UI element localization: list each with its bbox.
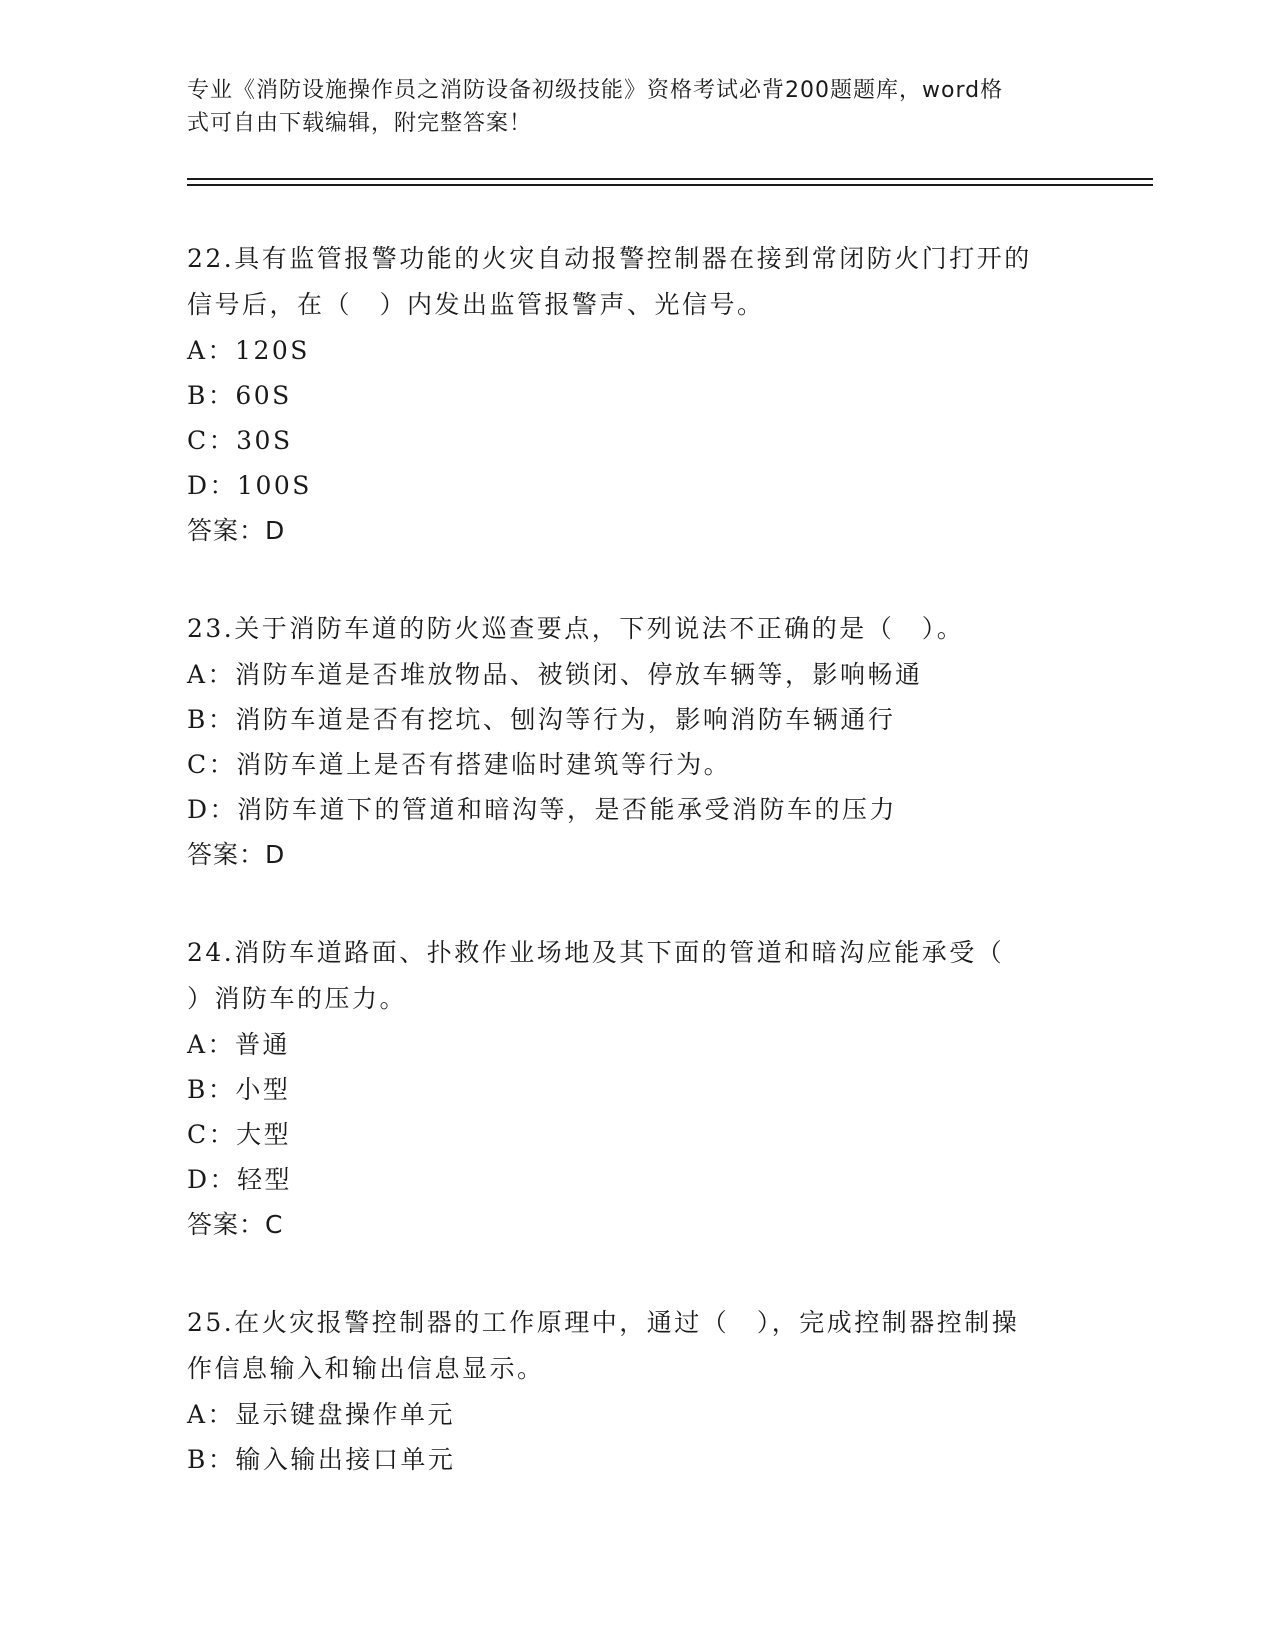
- question-stem-line: 信号后，在（ ）内发出监管报警声、光信号。: [187, 290, 765, 319]
- option-c: C：大型: [187, 1120, 292, 1149]
- header-divider-bottom: [187, 184, 1153, 186]
- answer-line: 答案：D: [187, 516, 286, 545]
- header-divider-top: [187, 178, 1153, 180]
- question-23: [187, 606, 1087, 878]
- option-c: C：消防车道上是否有搭建临时建筑等行为。: [187, 750, 732, 779]
- option-c: C：30S: [187, 426, 293, 455]
- answer-line: 答案：D: [187, 840, 286, 869]
- header-line-2: 式可自由下载编辑，附完整答案！: [187, 111, 533, 136]
- question-list: [187, 236, 1087, 1534]
- answer-line: 答案：C: [187, 1210, 284, 1239]
- question-stem-line: 23.关于消防车道的防火巡查要点，下列说法不正确的是（ ）。: [187, 614, 965, 643]
- header-line-1: 专业《消防设施操作员之消防设备初级技能》资格考试必背200题题库，word格: [187, 78, 1004, 103]
- option-d: D：100S: [187, 471, 312, 500]
- option-a: A：显示键盘操作单元: [187, 1400, 456, 1429]
- option-a: A：120S: [187, 336, 310, 365]
- option-b: B：输入输出接口单元: [187, 1445, 456, 1474]
- option-d: D：轻型: [187, 1165, 293, 1194]
- question-stem-line: 22.具有监管报警功能的火灾自动报警控制器在接到常闭防火门打开的: [187, 244, 1032, 273]
- option-b: B：60S: [187, 381, 292, 410]
- question-25: [187, 1300, 1087, 1482]
- question-stem-line: 作信息输入和输出信息显示。: [187, 1354, 545, 1383]
- option-a: A：消防车道是否堆放物品、被锁闭、停放车辆等，影响畅通: [187, 660, 923, 689]
- question-stem-line: 25.在火灾报警控制器的工作原理中，通过（ ），完成控制器控制操: [187, 1308, 1020, 1337]
- question-stem-line: 24.消防车道路面、扑救作业场地及其下面的管道和暗沟应能承受（: [187, 938, 1005, 967]
- option-a: A：普通: [187, 1030, 291, 1059]
- question-24: [187, 930, 1087, 1248]
- question-22: [187, 236, 1087, 554]
- option-b: B：消防车道是否有挖坑、刨沟等行为，影响消防车辆通行: [187, 705, 896, 734]
- option-b: B：小型: [187, 1075, 291, 1104]
- option-d: D：消防车道下的管道和暗沟等，是否能承受消防车的压力: [187, 795, 898, 824]
- document-header: [187, 74, 1067, 140]
- question-stem-line: ）消防车的压力。: [187, 984, 408, 1013]
